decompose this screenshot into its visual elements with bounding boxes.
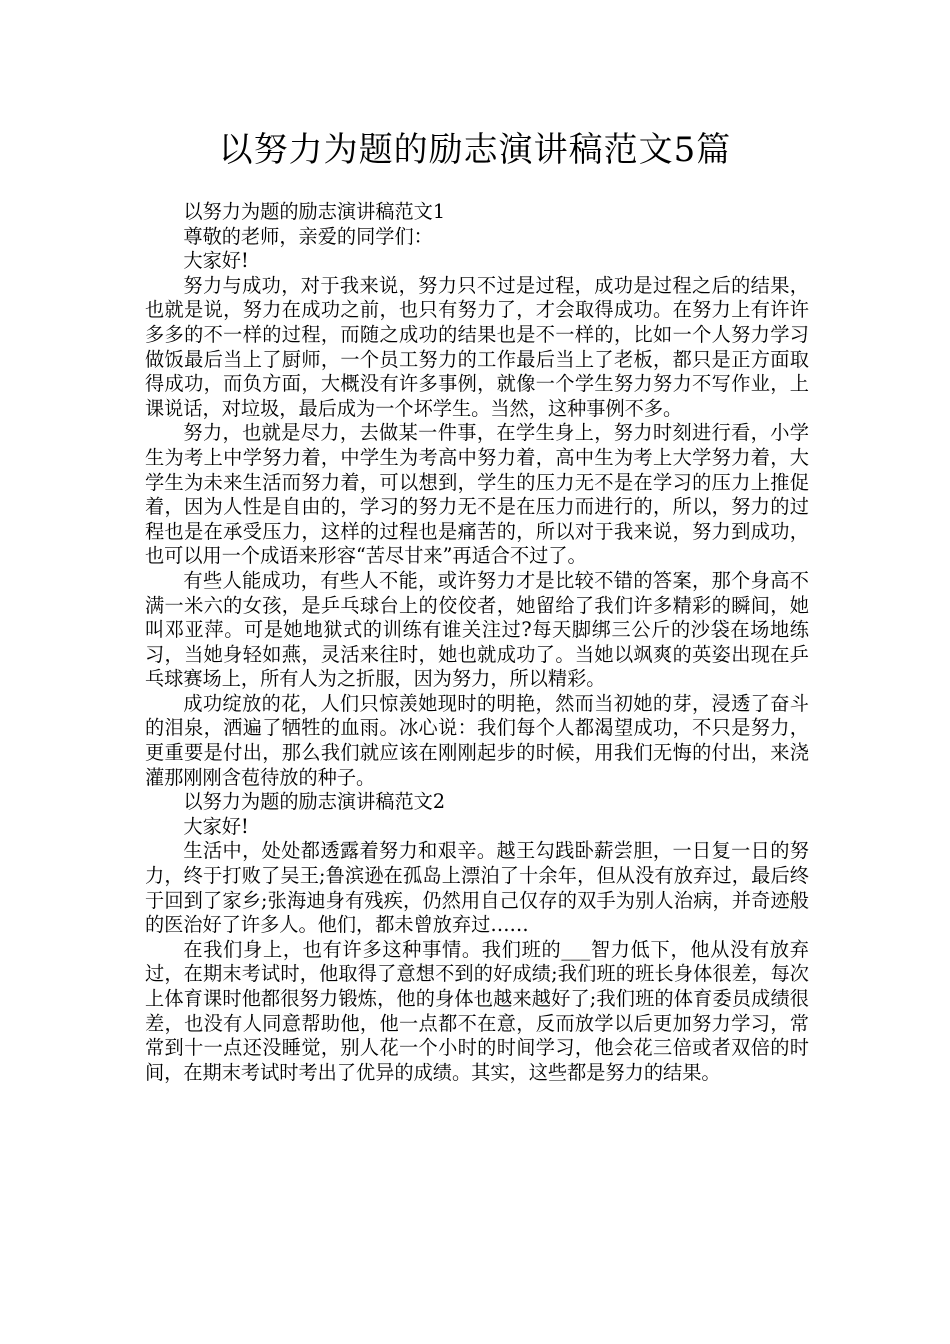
paragraph-section-heading-2: 以努力为题的励志演讲稿范文2 <box>183 790 446 814</box>
paragraph-body: 努力与成功，对于我来说，努力只不过是过程，成功是过程之后的结果，也就是说，努力在成功之前，也只有努力了，才会取得成功。在努力上有许许多多的不一样的过程，而随之成功的结果也是不一样的，比如一个人努力学习做饭最后当上了厨师，一个员工努力的工作最后当上了老板，都只是正方面取得成功，而负方面，大概没有许多事例，就像一个学生努力努力不写作业，上课说话，对垃圾，最后成为一个坏学生。当然，这种事例不多。 <box>145 273 809 420</box>
document-title: 以努力为题的励志演讲稿范文5篇 <box>218 130 732 170</box>
paragraph-body: 生活中，处处都透露着努力和艰辛。越王勾践卧薪尝胆，一日复一日的努力，终于打败了吴王;鲁滨逊在孤岛上漂泊了十余年，但从没有放弃过，最后终于回到了家乡;张海迪身有残疾，仍然用自己仅存的双手为别人治病，并奇迹般的医治好了许多人。他们，都未曾放弃过…… <box>145 839 809 937</box>
paragraph-body: 在我们身上，也有许多这种事情。我们班的___智力低下，他从没有放弃过，在期末考试时，他取得了意想不到的好成绩;我们班的班长身体很差，每次上体育课时他都很努力锻炼，他的身体也越来越好了;我们班的体育委员成绩很差，也没有人同意帮助他，他一点都不在意，反而放学以后更加努力学习，常常到十一点还没睡觉，别人花一个小时的时间学习，他会花三倍或者双倍的时间，在期末考试时考出了优异的成绩。其实，这些都是努力的结果。 <box>145 937 809 1084</box>
paragraph-section-heading-1: 以努力为题的励志演讲稿范文1 <box>183 200 446 223</box>
paragraph-body: 努力，也就是尽力，去做某一件事，在学生身上，努力时刻进行看，小学生为考上中学努力着，中学生为考高中努力着，高中生为考上大学努力着，大学生为未来生活而努力着，可以想到，学生的压力无不是在学习的压力上推促着，因为人性是自由的，学习的努力无不是在压力而进行的，所以，努力的过程也是在承受压力，这样的过程也是痛苦的，所以对于我来说，努力到成功，也可以用一个成语来形容“苦尽甘来”再适合不过了。 <box>145 421 809 568</box>
document-body <box>145 200 809 1085</box>
paragraph-body: 有些人能成功，有些人不能，或许努力才是比较不错的答案，那个身高不满一米六的女孩，是乒乓球台上的佼佼者，她留给了我们许多精彩的瞬间，她叫邓亚萍。可是她地狱式的训练有谁关注过?每天脚绑三公斤的沙袋在场地练习，当她身轻如燕，灵活来往时，她也就成功了。当她以飒爽的英姿出现在乒乓球赛场上，所有人为之折服，因为努力，所以精彩。 <box>145 568 809 691</box>
paragraph-body: 成功绽放的花，人们只惊羡她现时的明艳，然而当初她的芽，浸透了奋斗的泪泉，洒遍了牺牲的血雨。冰心说：我们每个人都渴望成功，不只是努力，更重要是付出，那么我们就应该在刚刚起步的时候，用我们无悔的付出，来浇灌那刚刚含苞待放的种子。 <box>145 691 809 789</box>
paragraph-greeting-1: 大家好! <box>183 249 249 273</box>
paragraph-greeting-2: 大家好! <box>183 814 249 838</box>
paragraph-salutation: 尊敬的老师，亲爱的同学们： <box>183 224 433 248</box>
